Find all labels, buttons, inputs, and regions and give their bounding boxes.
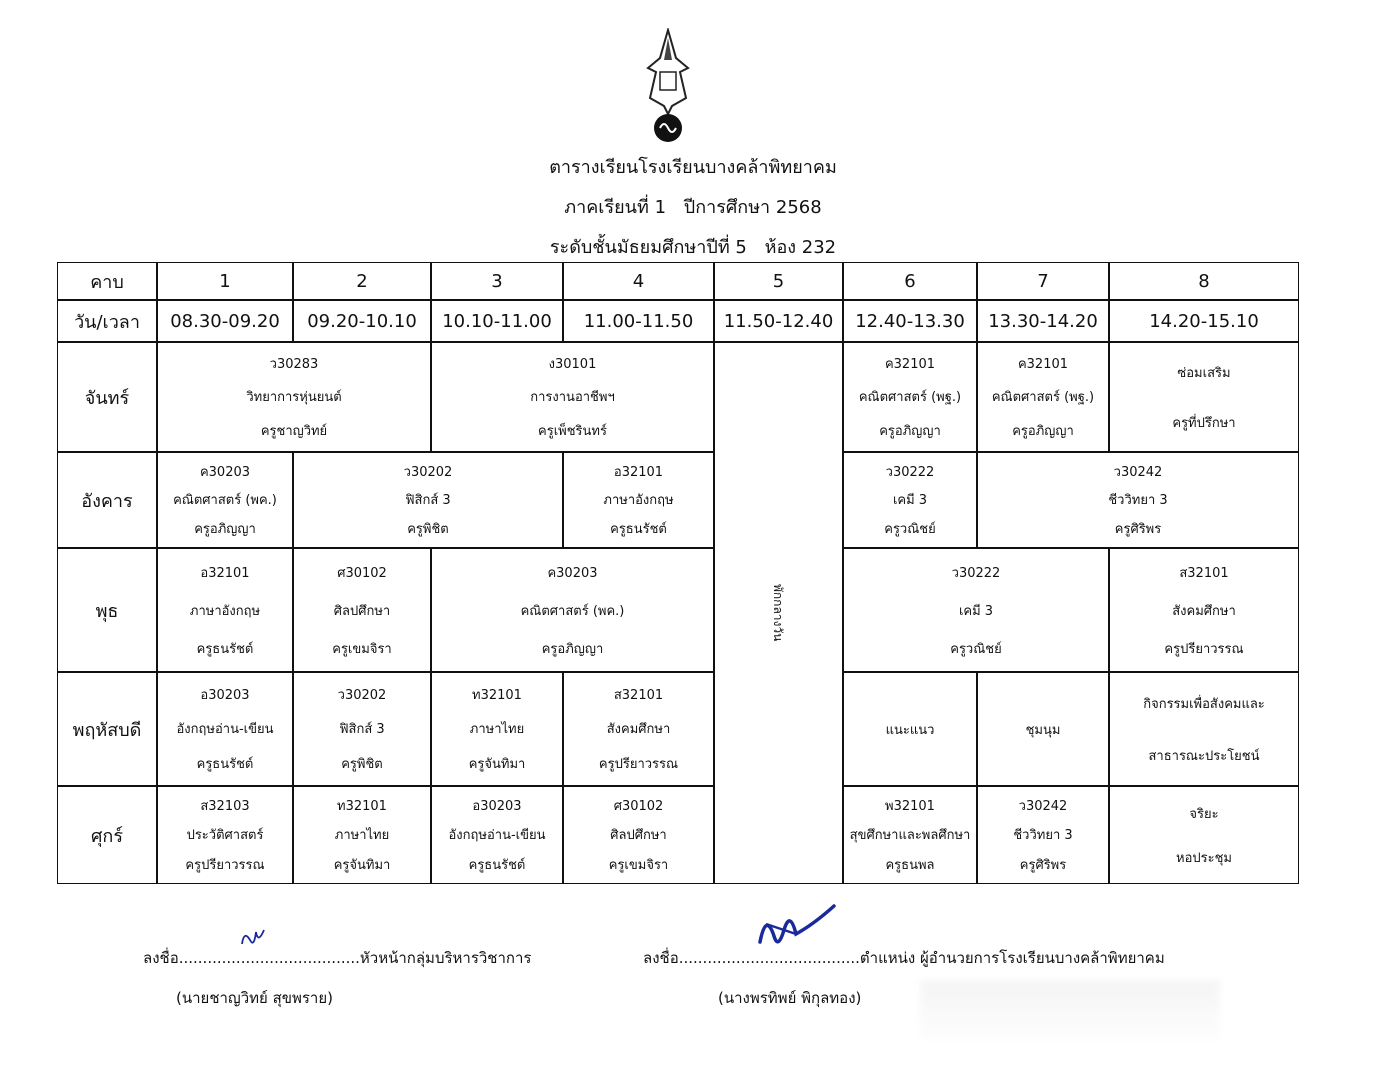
subject-name: คณิตศาสตร์ (พค.) <box>173 493 277 509</box>
subject-name: ภาษาไทย <box>334 828 390 844</box>
teacher-name: ครูศิริพร <box>1114 522 1162 538</box>
subject-code: ว30202 <box>403 464 453 480</box>
class-cell <box>1109 672 1299 786</box>
subject-name: ศิลปศึกษา <box>333 603 391 619</box>
subject-name: ชีววิทยา 3 <box>1108 493 1168 509</box>
subject-name: ฟิสิกส์ 3 <box>339 722 385 738</box>
subject-name: วิทยาการหุ่นยนต์ <box>246 390 342 406</box>
period-time: 12.40-13.30 <box>855 310 965 332</box>
subject-code: อ32101 <box>613 464 664 480</box>
period-number: 2 <box>356 270 368 292</box>
page-title: ตารางเรียนโรงเรียนบางคล้าพิทยาคม <box>549 157 837 178</box>
class-cell <box>843 786 977 884</box>
teacher-name: ครูจันทิมา <box>468 757 526 773</box>
left-signature-line <box>143 946 531 970</box>
subject-name: ภาษาอังกฤษ <box>603 493 674 509</box>
period-time-cell <box>431 300 563 342</box>
subject-name: แนะแนว <box>885 722 935 738</box>
class-cell <box>977 672 1109 786</box>
time-label-text: วัน/เวลา <box>74 311 140 333</box>
subject-code: ส32101 <box>1179 565 1229 581</box>
period-time-cell <box>293 300 431 342</box>
teacher-name: ครูที่ปรึกษา <box>1172 415 1236 431</box>
class-cell <box>293 672 431 786</box>
period-number: 1 <box>219 270 231 292</box>
term-line <box>0 192 1386 221</box>
period-time: 13.30-14.20 <box>988 310 1098 332</box>
time-header-label <box>57 300 157 342</box>
teacher-name: ครูปรียาวรรณ <box>185 857 265 873</box>
lunch-break-label: พักกลางวัน <box>771 584 785 642</box>
left-sign-dots: ...................................... <box>178 949 360 967</box>
timetable <box>57 262 1299 884</box>
class-cell <box>431 342 714 452</box>
day-label-cell <box>57 672 157 786</box>
class-cell <box>1109 548 1299 672</box>
day-label-cell <box>57 548 157 672</box>
subject-code: ค30203 <box>547 565 598 581</box>
period-time-cell <box>157 300 293 342</box>
subject-code: ง30101 <box>548 357 597 373</box>
day-label-cell <box>57 342 157 452</box>
teacher-name: ครูอภิญญา <box>1012 423 1074 439</box>
subject-name: ภาษาอังกฤษ <box>189 603 261 619</box>
subject-name: จริยะ <box>1189 806 1219 822</box>
level-label: ระดับชั้นมัธยมศึกษาปีที่ 5 <box>549 237 747 258</box>
day-name: พฤหัสบดี <box>72 719 142 741</box>
teacher-name: ครูศิริพร <box>1019 857 1067 873</box>
day-name: จันทร์ <box>84 387 130 409</box>
subject-code: ว30242 <box>1113 464 1163 480</box>
subject-name: ศิลปศึกษา <box>610 828 667 844</box>
subject-code: ท32101 <box>337 799 387 815</box>
teacher-name: ครูวณิชย์ <box>950 641 1002 657</box>
period-number: 8 <box>1198 270 1210 292</box>
subject-name: คณิตศาสตร์ (พฐ.) <box>991 390 1095 406</box>
left-sign-role: หัวหน้ากลุ่มบริหารวิชาการ <box>359 949 532 967</box>
teacher-name: ครูเขมจิรา <box>608 857 669 873</box>
period-number-cell <box>977 262 1109 300</box>
class-cell <box>157 672 293 786</box>
period-time-cell <box>843 300 977 342</box>
subject-code: ท32101 <box>472 687 522 703</box>
teacher-name: ครูเพ็ชรินทร์ <box>538 423 607 439</box>
subject-code: ส32103 <box>200 799 250 815</box>
subject-code: อ30203 <box>200 687 250 703</box>
class-cell <box>843 672 977 786</box>
class-cell <box>977 452 1299 548</box>
class-cell <box>563 672 714 786</box>
class-cell <box>293 452 563 548</box>
right-signature-line <box>643 946 1165 970</box>
subject-code: พ32101 <box>885 799 935 815</box>
class-cell <box>157 452 293 548</box>
teacher-name: ครูปรียาวรรณ <box>598 757 679 773</box>
subject-name: สังคมศึกษา <box>1172 603 1236 619</box>
right-sign-prefix: ลงชื่อ <box>643 949 679 967</box>
period-number: 7 <box>1037 270 1049 292</box>
day-name: พุธ <box>95 600 119 622</box>
period-time-cell <box>977 300 1109 342</box>
right-signer-name: (นางพรทิพย์ พิกุลทอง) <box>718 989 862 1007</box>
subject-name: ฟิสิกส์ 3 <box>405 493 451 509</box>
left-handwritten-signature <box>238 926 268 948</box>
period-number: 4 <box>632 270 645 292</box>
school-emblem-logo <box>636 28 700 146</box>
period-number-cell <box>843 262 977 300</box>
day-name: ศุกร์ <box>91 825 123 847</box>
period-time: 08.30-09.20 <box>170 310 280 332</box>
teacher-name: ครูธนรัชต์ <box>468 857 526 873</box>
subject-name: เคมี 3 <box>892 493 928 509</box>
subject-code: ว30202 <box>337 687 387 703</box>
period-number-cell <box>431 262 563 300</box>
period-time: 14.20-15.10 <box>1149 310 1259 332</box>
period-number-cell <box>1109 262 1299 300</box>
class-cell <box>563 452 714 548</box>
period-number: 6 <box>904 270 916 292</box>
class-cell <box>157 548 293 672</box>
period-time: 10.10-11.00 <box>442 310 552 332</box>
class-cell <box>157 342 431 452</box>
teacher-name: ครูอภิญญา <box>879 423 941 439</box>
teacher-name: ครูธนพล <box>885 857 935 873</box>
class-cell <box>563 786 714 884</box>
period-number-cell <box>714 262 843 300</box>
class-cell <box>1109 786 1299 884</box>
subject-name: เคมี 3 <box>958 603 994 619</box>
teacher-name: ครูปรียาวรรณ <box>1164 641 1244 657</box>
subject-code: ค32101 <box>884 357 936 373</box>
class-cell <box>1109 342 1299 452</box>
teacher-name: ครูพิชิต <box>341 757 383 773</box>
teacher-name: ครูจันทิมา <box>333 857 391 873</box>
term-label: ภาคเรียนที่ 1 <box>564 197 667 218</box>
period-number: 5 <box>772 270 785 292</box>
class-cell <box>977 342 1109 452</box>
class-cell <box>157 786 293 884</box>
right-handwritten-signature <box>752 902 842 952</box>
subject-code: ว30222 <box>951 565 1001 581</box>
day-label-cell <box>57 452 157 548</box>
period-time-cell <box>1109 300 1299 342</box>
right-sign-dots: ...................................... <box>678 949 860 967</box>
teacher-name: ครูธนรัชต์ <box>196 641 254 657</box>
teacher-name: ครูชาญวิทย์ <box>260 423 328 439</box>
teacher-name: ครูวณิชย์ <box>884 522 936 538</box>
right-sign-role: ตำแหน่ง ผู้อำนวยการโรงเรียนบางคล้าพิทยาคม <box>859 949 1165 967</box>
subject-name: ชุมนุม <box>1025 722 1061 738</box>
subject-name: อังกฤษอ่าน-เขียน <box>176 722 274 738</box>
class-cell <box>431 548 714 672</box>
teacher-name: ครูธนรัชต์ <box>196 757 254 773</box>
subject-code: ว30242 <box>1018 799 1068 815</box>
period-label-text: คาบ <box>90 271 124 293</box>
class-cell <box>977 786 1109 884</box>
subject-name: คณิตศาสตร์ (พค.) <box>520 603 625 619</box>
period-time: 11.00-11.50 <box>583 310 694 332</box>
day-label-cell <box>57 786 157 884</box>
subject-name: การงานอาชีพฯ <box>530 390 615 406</box>
class-cell <box>293 786 431 884</box>
class-cell <box>293 548 431 672</box>
period-time: 09.20-10.10 <box>307 310 417 332</box>
class-cell <box>843 452 977 548</box>
subject-name: ภาษาไทย <box>469 722 525 738</box>
teacher-name: สาธารณะประโยชน์ <box>1148 748 1260 764</box>
lunch-break-cell <box>714 342 843 884</box>
teacher-name: ครูอภิญญา <box>541 641 604 657</box>
period-number-cell <box>563 262 714 300</box>
left-sign-prefix: ลงชื่อ <box>143 949 179 967</box>
teacher-name: ครูเขมจิรา <box>332 641 392 657</box>
period-number-cell <box>293 262 431 300</box>
left-signer-name: (นายชาญวิทย์ สุขพราย) <box>176 989 333 1007</box>
class-cell <box>843 548 1109 672</box>
subject-name: สุขศึกษาและพลศึกษา <box>849 828 971 844</box>
teacher-name: หอประชุม <box>1176 850 1232 866</box>
subject-name: ชีววิทยา 3 <box>1013 828 1073 844</box>
class-cell <box>843 342 977 452</box>
subject-name: ซ่อมเสริม <box>1177 365 1231 381</box>
room-label: ห้อง 232 <box>764 237 837 258</box>
subject-code: ค30203 <box>199 464 251 480</box>
subject-code: ว30283 <box>269 357 319 373</box>
subject-code: ศ30102 <box>613 799 664 815</box>
period-time-cell <box>563 300 714 342</box>
subject-name: กิจกรรมเพื่อสังคมและ <box>1143 696 1265 712</box>
subject-code: ว30222 <box>885 464 935 480</box>
period-header-label <box>57 262 157 300</box>
subject-code: ศ30102 <box>337 565 387 581</box>
teacher-name: ครูพิชิต <box>407 522 449 538</box>
subject-code: อ30203 <box>472 799 522 815</box>
class-cell <box>431 786 563 884</box>
teacher-name: ครูธนรัชต์ <box>610 522 667 538</box>
teacher-name: ครูอภิญญา <box>194 522 256 538</box>
subject-code: ค32101 <box>1017 357 1069 373</box>
class-cell <box>431 672 563 786</box>
faded-stamp-area <box>920 980 1220 1040</box>
subject-name: ประวัติศาสตร์ <box>186 828 264 844</box>
class-line <box>0 232 1386 261</box>
subject-code: อ32101 <box>200 565 250 581</box>
period-time: 11.50-12.40 <box>723 310 834 332</box>
subject-code: ส32101 <box>613 687 664 703</box>
day-name: อังคาร <box>81 490 133 512</box>
subject-name: คณิตศาสตร์ (พฐ.) <box>858 390 962 406</box>
subject-name: อังกฤษอ่าน-เขียน <box>448 828 546 844</box>
period-number-cell <box>157 262 293 300</box>
period-number: 3 <box>491 270 503 292</box>
subject-name: สังคมศึกษา <box>606 722 671 738</box>
period-time-cell <box>714 300 843 342</box>
year-label: ปีการศึกษา 2568 <box>683 197 822 218</box>
